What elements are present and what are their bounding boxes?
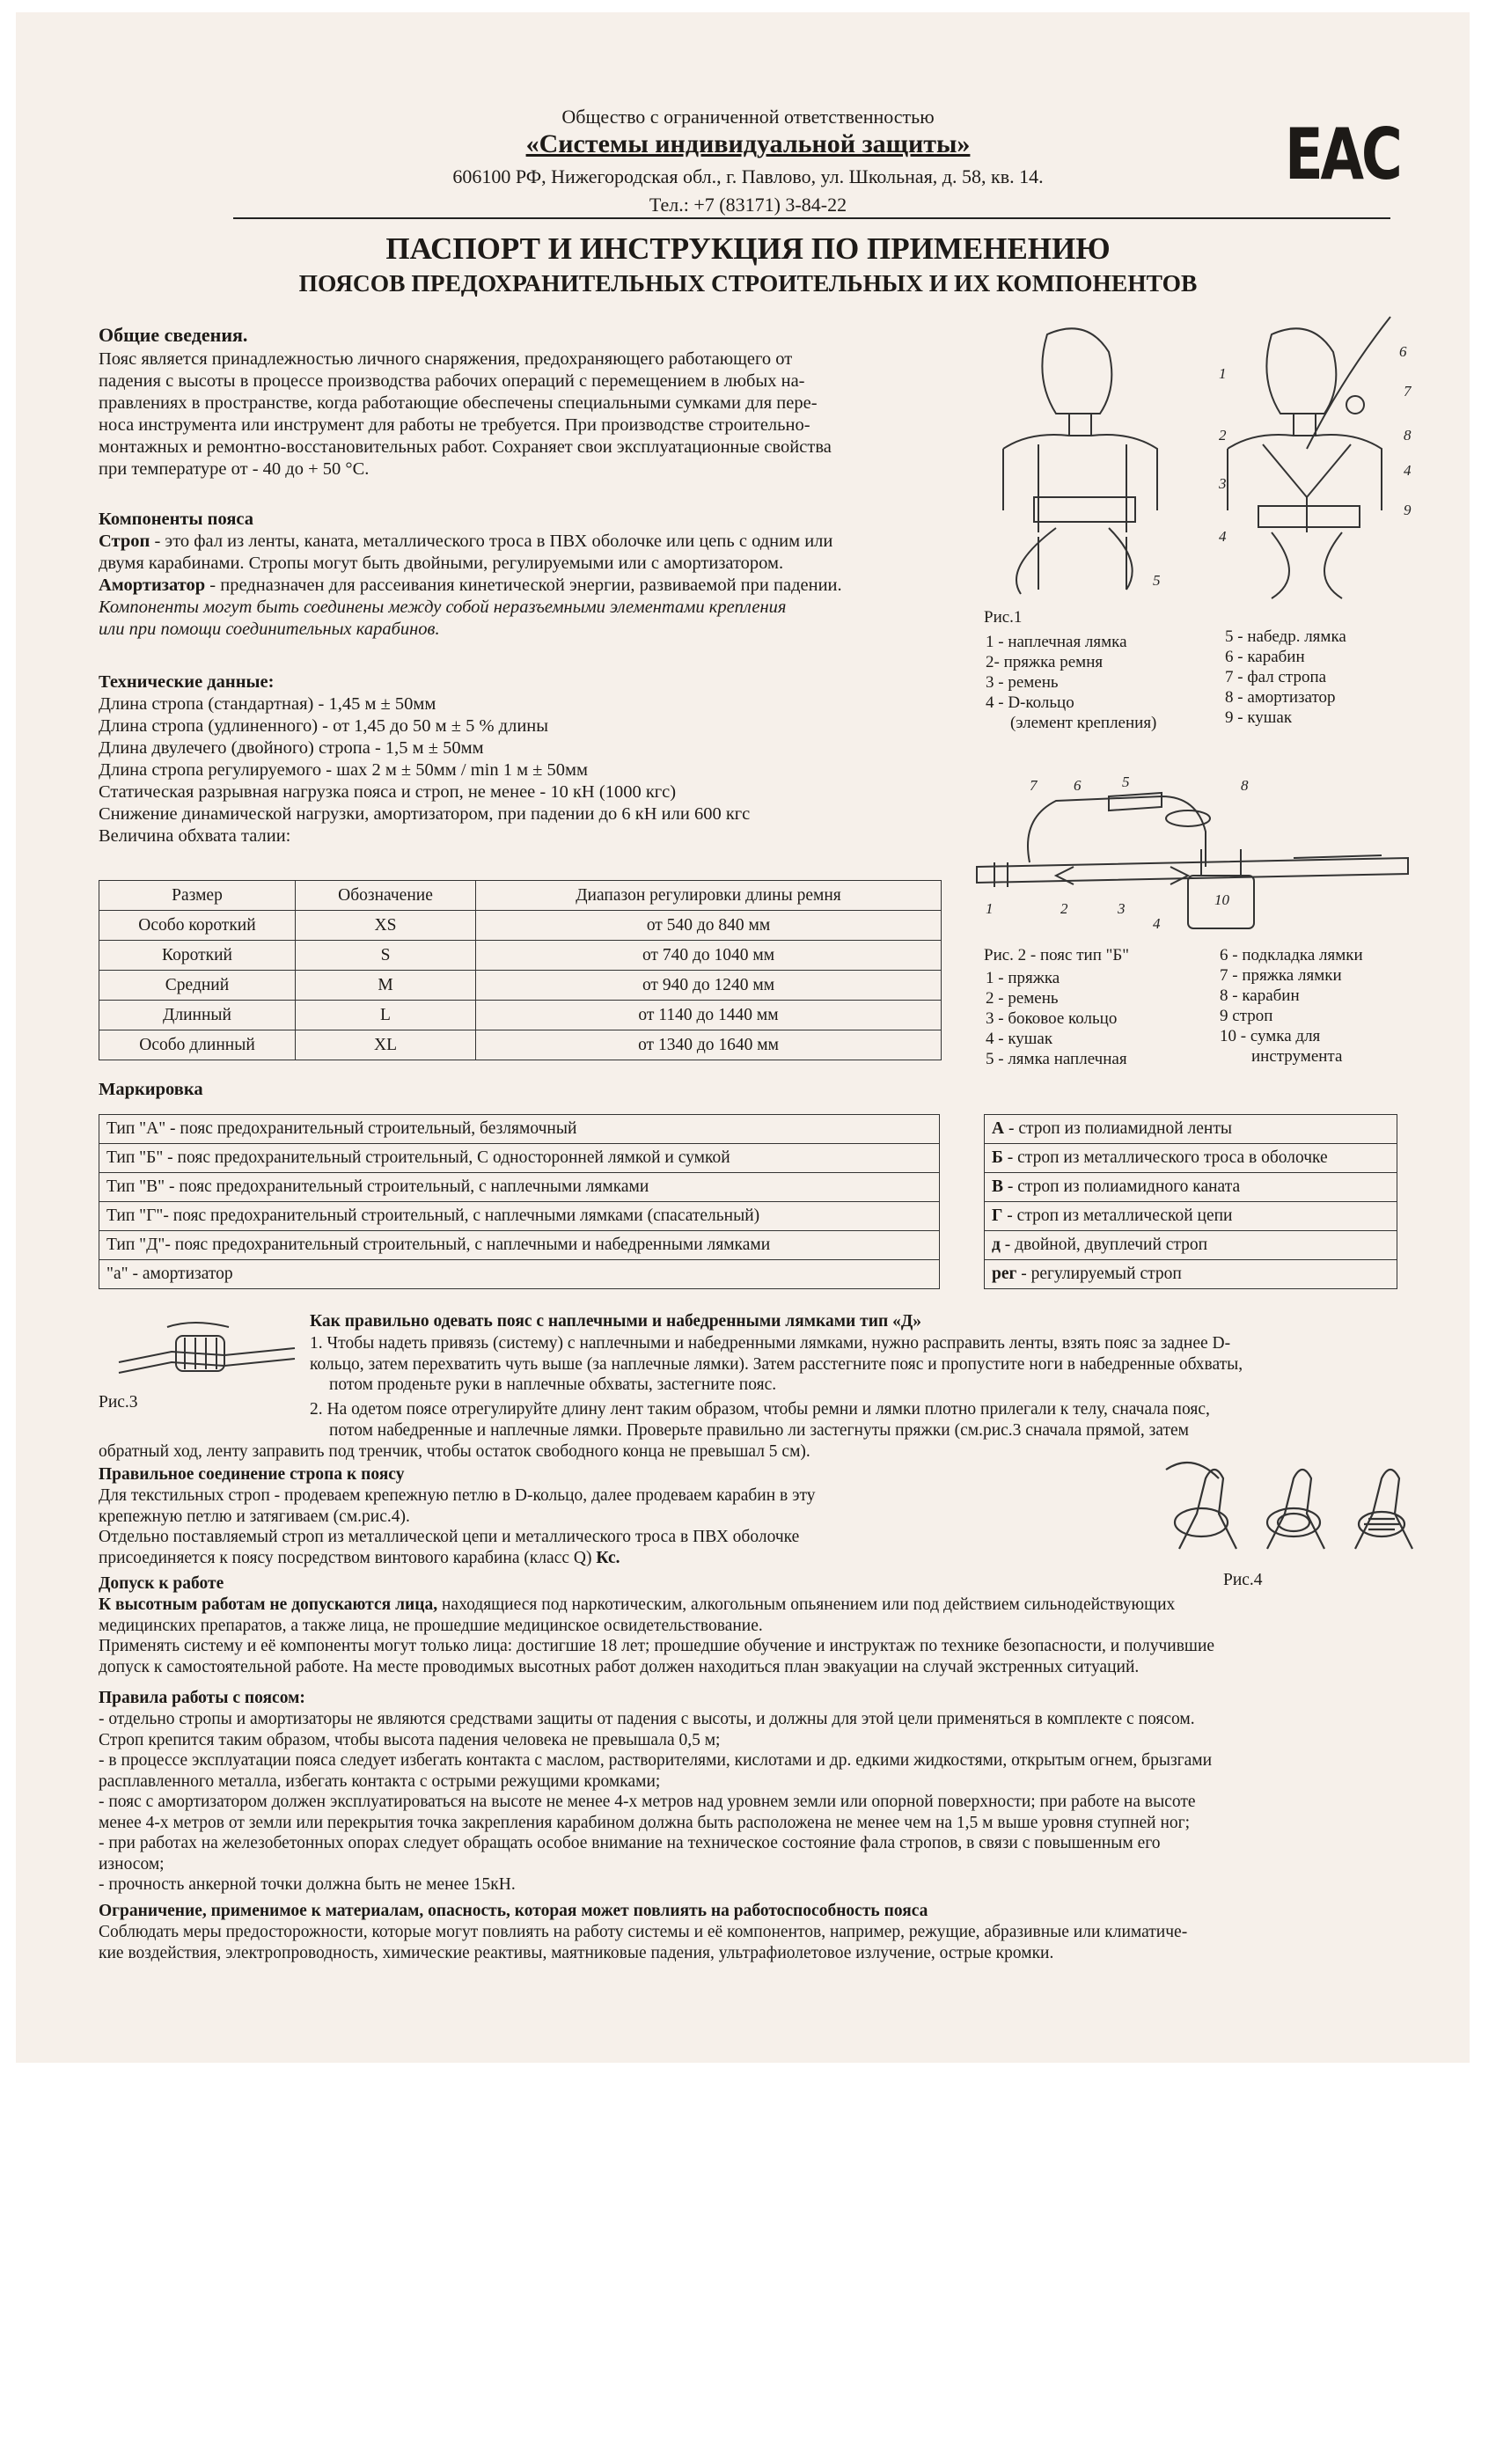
wear-heading: Как правильно одевать пояс с наплечными и набедренными лямками тип «Д» [310, 1312, 921, 1331]
table-cell: "а" - амортизатор [99, 1260, 940, 1289]
tech-line: Статическая разрывная нагрузка пояса и строп, не менее - 10 кН (1000 кгс) [99, 782, 677, 802]
table-cell: L [296, 1001, 476, 1030]
page-subtitle: ПОЯСОВ ПРЕДОХРАНИТЕЛЬНЫХ СТРОИТЕЛЬНЫХ И ИХ КОМПОНЕНТОВ [298, 269, 1198, 297]
legend-item: 9 строп [1220, 1007, 1273, 1025]
table-cell: Средний [99, 971, 296, 1001]
rule-line: - прочность анкерной точки должна быть не менее 15кН. [99, 1875, 516, 1894]
table-row [985, 1231, 1397, 1260]
tech-line: Величина обхвата талии: [99, 826, 291, 846]
size-table-header [99, 881, 942, 911]
code: В [992, 1177, 1004, 1196]
text-line: двумя карабинами. Стропы могут быть двойными, регулируемыми или с амортизатором. [99, 554, 784, 573]
fig1-legend-left [986, 632, 1214, 733]
fig2-num: 1 [986, 900, 994, 917]
amort-line [99, 575, 1014, 597]
table-row [985, 1173, 1397, 1202]
fig2-num: 4 [1153, 915, 1161, 932]
rule-line: - отдельно стропы и амортизаторы не являются средствами защиты от падения с высоты, и должны для этой цели применяться в комплекте с поясом. [99, 1710, 1195, 1728]
text-line: Соблюдать меры предосторожности, которые могут повлиять на работу системы и её компонентов, например, режущие, абразивные или климатиче- [99, 1923, 1188, 1941]
rules-heading: Правила работы с поясом: [99, 1689, 305, 1707]
rule-line: износом; [99, 1854, 165, 1874]
tech-line: Снижение динамической нагрузки, амортизатором, при падении до 6 кН или 600 кгс [99, 804, 751, 824]
legend-item: 3 - боковое кольцо [986, 1009, 1118, 1028]
table-row [985, 1115, 1397, 1144]
table-cell: XS [296, 911, 476, 941]
table-cell: Тип "А" - пояс предохранительный строительный, безлямочный [99, 1115, 940, 1144]
fig1-legend-right [1225, 627, 1427, 728]
fig2-num: 10 [1214, 891, 1229, 908]
tech-line: Длина стропа (стандартная) - 1,45 м ± 50мм [99, 694, 436, 714]
table-cell: от 1140 до 1440 мм [476, 1001, 942, 1030]
fig4-caption: Рис.4 [1223, 1571, 1263, 1589]
fig1-num: 4 [1219, 528, 1227, 545]
tech-text [99, 693, 979, 847]
rules-text [99, 1709, 1419, 1896]
table-cell: Тип "Б" - пояс предохранительный строительный, С односторонней лямкой и сумкой [99, 1144, 940, 1173]
fig1-num: 4 [1404, 462, 1412, 479]
tech-line: Длина двулечего (двойного) стропа - 1,5 м ± 50мм [99, 738, 484, 758]
strop-definition: - это фал из ленты, каната, металлического троса в ПВХ оболочке или цепь с одним или [150, 532, 833, 551]
table-cell: Особо короткий [99, 911, 296, 941]
legend-item: 4 - D-кольцо [986, 693, 1074, 712]
code-desc: - строп из полиамидного каната [1003, 1177, 1241, 1196]
table-cell: Тип "В" - пояс предохранительный строительный, с наплечными лямками [99, 1173, 940, 1202]
belt-figure-2 [977, 774, 1417, 950]
table-cell: от 540 до 840 мм [476, 911, 942, 941]
fig2-num: 2 [1060, 900, 1068, 917]
table-row [985, 1260, 1397, 1289]
legend-item: 8 - амортизатор [1225, 688, 1336, 707]
legend-item: 6 - подкладка лямки [1220, 946, 1363, 964]
fig1-num: 6 [1399, 343, 1407, 360]
fig2-num: 6 [1074, 777, 1082, 794]
table-cell: Тип "Г"- пояс предохранительный строительный, с наплечными лямками (спасательный) [99, 1202, 940, 1231]
table-cell: от 940 до 1240 мм [476, 971, 942, 1001]
fig1-num: 8 [1404, 427, 1412, 444]
marking-codes-table [984, 1114, 1397, 1289]
wear-step-2 [310, 1399, 1401, 1441]
legend-item: 7 - пряжка лямки [1220, 966, 1342, 985]
legend-item: инструмента [1251, 1047, 1343, 1066]
fig2-num: 5 [1122, 774, 1130, 790]
text-line: медицинских препаратов, а также лица, не прошедшие медицинское освидетельствование. [99, 1616, 763, 1635]
fig2-num: 3 [1118, 900, 1126, 917]
strop-line [99, 531, 1014, 553]
text-line: падения с высоты в процессе производства рабочих операций с перемещением в любых на- [99, 371, 805, 391]
fig2-caption: Рис. 2 - пояс тип "Б" [984, 946, 1130, 964]
tech-line: Длина стропа регулируемого - шах 2 м ± 50мм / min 1 м ± 50мм [99, 760, 589, 780]
eac-mark: EAC [1285, 114, 1400, 195]
harness-figure-1 [986, 317, 1426, 598]
table-cell: от 1340 до 1640 мм [476, 1030, 942, 1060]
legend-item: 5 - лямка наплечная [986, 1050, 1127, 1068]
org-phone: Тел.: +7 (83171) 3-84-22 [649, 194, 847, 216]
text-line: Пояс является принадлежностью личного снаряжения, предохраняющего работающего от [99, 349, 793, 369]
strop-term: Строп [99, 532, 150, 551]
org-type: Общество с ограниченной ответственностью [561, 106, 935, 128]
wear-step-2-end: обратный ход, ленту заправить под тренчик, чтобы остаток свободного конца не превышал 5 см). [99, 1442, 810, 1461]
carabiner-class: Кс. [596, 1548, 620, 1567]
text-line: 2. На одетом поясе отрегулируйте длину лент таким образом, чтобы ремни и лямки плотно прилегали к телу, сначала пояс, [310, 1400, 1210, 1419]
table-row [99, 911, 942, 941]
fig1-num: 2 [1219, 427, 1227, 444]
tech-heading: Технические данные: [99, 672, 275, 692]
table-cell: от 740 до 1040 мм [476, 941, 942, 971]
column-header: Размер [99, 881, 296, 911]
rule-line: - при работах на железобетонных опорах следует обращать особое внимание на техническое состояние фала стропов, в связи с повышенным его [99, 1834, 1161, 1852]
fig1-num: 7 [1404, 383, 1412, 400]
table-row [99, 1173, 940, 1202]
connect-text [99, 1485, 1014, 1568]
legend-item: 1 - пряжка [986, 969, 1060, 987]
table-cell: XL [296, 1030, 476, 1060]
text-line: правлениях в пространстве, когда работающие обеспечены специальными сумками для пере- [99, 393, 818, 413]
code-desc: - регулируемый строп [1016, 1265, 1182, 1283]
rule-line: - в процессе эксплуатации пояса следует избегать контакта с маслом, растворителями, кислотами и др. едкими жидкостями, открытым огнем, брызгами [99, 1751, 1213, 1770]
italic-note: Компоненты могут быть соединены между собой неразъемными элементами крепления [99, 598, 787, 617]
table-row [99, 1260, 940, 1289]
general-heading: Общие сведения. [99, 324, 248, 346]
column-header: Обозначение [296, 881, 476, 911]
legend-item: 3 - ремень [986, 673, 1059, 692]
fig2-num: 8 [1241, 777, 1249, 794]
code-desc: - строп из полиамидной ленты [1004, 1119, 1232, 1138]
connect-heading: Правильное соединение стропа к поясу [99, 1465, 405, 1484]
table-row [99, 971, 942, 1001]
legend-item: 10 - сумка для [1220, 1027, 1321, 1045]
text-line: 1. Чтобы надеть привязь (систему) с наплечными и набедренными лямками, нужно расправить ленты, взять пояс за заднее D- [310, 1334, 1231, 1353]
text-line: носа инструмента или инструмент для работы не требуется. При производстве строительно- [99, 415, 810, 435]
admission-heading: Допуск к работе [99, 1574, 224, 1593]
text-line: кие воздействия, электропроводность, химические реактивы, маятниковые падения, ультрафиолетовое излучение, острые кромки. [99, 1943, 1054, 1962]
admission-text [99, 1595, 1419, 1677]
wear-step-1 [310, 1333, 1401, 1396]
text-line: монтажных и ремонтно-восстановительных работ. Сохраняет свои эксплуатационные свойства [99, 437, 832, 457]
text-line: кольцо, затем перехватить чуть выше (за наплечные лямки). Затем расстегните пояс и пропустите ноги в набедренные обхваты, [310, 1354, 1243, 1374]
fig2-legend-right [1220, 945, 1431, 1067]
table-cell: Короткий [99, 941, 296, 971]
fig1-caption: Рис.1 [984, 608, 1023, 627]
text-line: Для текстильных строп - продеваем крепежную петлю в D-кольцо, далее продеваем карабин в эту [99, 1486, 816, 1505]
marking-types-table [99, 1114, 940, 1289]
header-divider [233, 217, 1390, 219]
fig2-num: 7 [1030, 777, 1038, 794]
text-line: присоединяется к поясу посредством винтового карабина (класс Q) [99, 1548, 597, 1567]
org-address: 606100 РФ, Нижегородская обл., г. Павлово, ул. Школьная, д. 58, кв. 14. [452, 165, 1044, 187]
table-row [99, 1115, 940, 1144]
table-cell: M [296, 971, 476, 1001]
tech-line: Длина стропа (удлиненного) - от 1,45 до 50 м ± 5 % длины [99, 716, 549, 736]
components-text [99, 531, 1014, 641]
column-header: Диапазон регулировки длины ремня [476, 881, 942, 911]
legend-item: (элемент крепления) [1010, 714, 1157, 732]
text-line: Применять систему и её компоненты могут только лица: достигшие 18 лет; прошедшие обучение и инструктаж по технике безопасности, и получившие [99, 1637, 1215, 1655]
table-cell: S [296, 941, 476, 971]
table-row [99, 1144, 940, 1173]
knot-figure-4 [1144, 1452, 1417, 1566]
code-desc: - строп из металлической цепи [1002, 1206, 1233, 1225]
general-text [99, 348, 979, 480]
code-desc: - строп из металлического троса в оболочке [1002, 1148, 1328, 1167]
text-line: находящиеся под наркотическим, алкогольным опьянением или под действием сильнодействующих [437, 1595, 1176, 1614]
rule-line: расплавленного металла, избегать контакта с острыми режущими кромками; [99, 1771, 661, 1791]
table-row [985, 1202, 1397, 1231]
fig3-caption: Рис.3 [99, 1393, 138, 1412]
italic-note: или при помощи соединительных карабинов. [99, 620, 440, 639]
legend-item: 4 - кушак [986, 1030, 1053, 1048]
marking-heading: Маркировка [99, 1080, 203, 1099]
limits-heading: Ограничение, применимое к материалам, опасность, которая может повлиять на работоспособность пояса [99, 1902, 928, 1920]
table-row [99, 1030, 942, 1060]
fig1-num: 1 [1219, 365, 1227, 382]
legend-item: 9 - кушак [1225, 708, 1293, 727]
limits-text [99, 1922, 1419, 1963]
amort-term: Амортизатор [99, 576, 206, 595]
table-cell: Длинный [99, 1001, 296, 1030]
legend-item: 2 - ремень [986, 989, 1059, 1008]
table-row [99, 1202, 940, 1231]
table-row [985, 1144, 1397, 1173]
text-line: потом проденьте руки в наплечные обхваты, застегните пояс. [329, 1375, 777, 1394]
legend-item: 7 - фал стропа [1225, 668, 1327, 686]
code-desc: - двойной, двуплечий строп [1000, 1236, 1208, 1254]
table-cell: Тип "Д"- пояс предохранительный строительный, с наплечными и набедренными лямками [99, 1231, 940, 1260]
admission-lead: К высотным работам не допускаются лица, [99, 1595, 438, 1614]
legend-item: 8 - карабин [1220, 986, 1300, 1005]
components-heading: Компоненты пояса [99, 510, 254, 529]
page-title: ПАСПОРТ И ИНСТРУКЦИЯ ПО ПРИМЕНЕНИЮ [385, 231, 1111, 266]
rule-line: Строп крепится таким образом, чтобы высота падения человека не превышала 0,5 м; [99, 1730, 721, 1749]
size-table [99, 880, 942, 1060]
legend-item: 6 - карабин [1225, 648, 1305, 666]
text-line: крепежную петлю и затягиваем (см.рис.4). [99, 1507, 410, 1526]
code: рег [992, 1265, 1017, 1283]
rule-line: - пояс с амортизатором должен эксплуатироваться на высоте не менее 4-х метров над уровнем земли или опорной поверхности; при работе на высоте [99, 1793, 1196, 1811]
amort-definition: - предназначен для рассеивания кинетической энергии, развиваемой при падении. [205, 576, 842, 595]
text-line: при температуре от - 40 до + 50 °С. [99, 459, 370, 479]
code: Г [992, 1206, 1003, 1225]
table-cell: Особо длинный [99, 1030, 296, 1060]
code: Б [992, 1148, 1003, 1167]
rule-line: менее 4-х метров от земли или перекрытия точка закрепления карабином должна быть расположена не менее чем на 1,5 м выше уровня ступней ног; [99, 1813, 1191, 1832]
text-line: Отдельно поставляемый строп из металлической цепи и металлического троса в ПВХ оболочке [99, 1528, 800, 1546]
fig1-num: 9 [1404, 502, 1412, 518]
org-name: «Системы индивидуальной защиты» [525, 129, 971, 158]
code: д [992, 1236, 1001, 1254]
legend-item: 2- пряжка ремня [986, 653, 1104, 671]
legend-item: 5 - набедр. лямка [1225, 627, 1346, 646]
table-row [99, 1001, 942, 1030]
fig2-legend-left [986, 968, 1214, 1069]
table-row [99, 1231, 940, 1260]
table-row [99, 941, 942, 971]
buckle-figure-3 [114, 1318, 308, 1389]
fig1-num: 5 [1153, 572, 1161, 589]
text-line: потом набедренные и наплечные лямки. Проверьте правильно ли застегнуты пряжки (см.рис.3 сначала прямой, затем [329, 1420, 1189, 1440]
fig1-num: 3 [1219, 475, 1227, 492]
text-line: допуск к самостоятельной работе. На месте проводимых высотных работ должен находиться план эвакуации на случай экстренных ситуаций. [99, 1657, 1140, 1676]
code: А [992, 1119, 1005, 1138]
legend-item: 1 - наплечная лямка [986, 633, 1127, 651]
